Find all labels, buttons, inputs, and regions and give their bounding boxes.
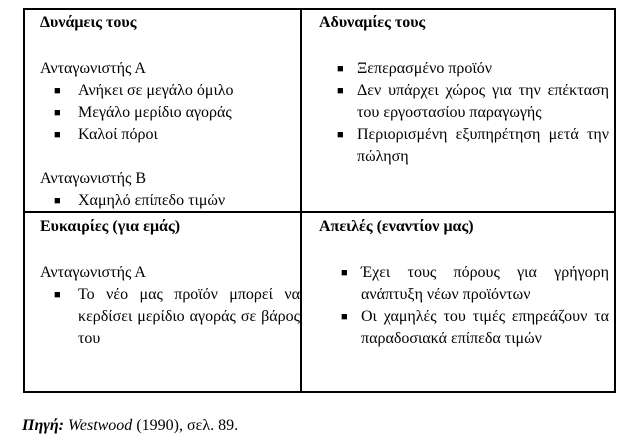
source-caption: [22, 415, 238, 437]
strengths-competitor-b: Ανταγωνιστής Β: [40, 170, 146, 187]
source-label: Πηγή:: [22, 417, 64, 434]
list-item: ■ Ανήκει σε μεγάλο όμιλο: [40, 80, 290, 102]
opportunities-title: Ευκαιρίες (για εμάς): [40, 218, 181, 235]
strengths-competitor-b-list: [40, 190, 290, 212]
list-item: ■ Χαμηλό επίπεδο τιμών: [40, 190, 290, 212]
vertical-divider: [300, 10, 302, 391]
list-item: ■ Έχει τους πόρους για γρήγορη ανάπτυξη νέων προϊόντων: [341, 264, 609, 303]
bullet-icon: ■: [54, 107, 61, 119]
bullet-icon: ■: [54, 289, 61, 301]
opportunities-competitor-a: Ανταγωνιστής Α: [40, 264, 146, 281]
weaknesses-title: Αδυναμίες τους: [319, 14, 426, 31]
bullet-icon: ■: [337, 63, 344, 75]
threats-list: [319, 262, 609, 350]
opportunities-list: [40, 284, 300, 350]
list-item: ■ Το νέο μας προϊόν μπορεί να κερδίσει μερίδιο αγοράς σε βάρος του: [54, 286, 300, 347]
bullet-icon: ■: [54, 85, 61, 97]
strengths-cell: [40, 12, 290, 212]
strengths-competitor-a-list: [40, 80, 290, 146]
list-item: ■ Οι χαμηλές του τιμές επηρεάζουν τα παραδοσιακά επίπεδα τιμών: [341, 308, 609, 347]
list-item: ■ Ξεπερασμένο προϊόν: [319, 58, 609, 80]
bullet-icon: ■: [54, 129, 61, 141]
strengths-competitor-a: Ανταγωνιστής Α: [40, 60, 146, 77]
threats-title: Απειλές (εναντίον μας): [319, 218, 474, 235]
weaknesses-list: [319, 58, 609, 168]
bullet-icon: ■: [54, 195, 61, 207]
list-item: ■ Δεν υπάρχει χώρος για την επέκταση του εργοστασίου παραγωγής: [337, 82, 609, 121]
list-item: ■ Μεγάλο μερίδιο αγοράς: [40, 102, 290, 124]
source-author: Westwood: [68, 417, 133, 434]
source-details: (1990), σελ. 89.: [132, 417, 239, 434]
bullet-icon: ■: [337, 129, 344, 141]
bullet-icon: ■: [337, 85, 344, 97]
weaknesses-cell: [319, 12, 609, 168]
threats-cell: [319, 216, 609, 350]
strengths-title: Δυνάμεις τους: [40, 14, 137, 31]
bullet-icon: ■: [341, 267, 348, 279]
list-item: ■ Περιορισμένη εξυπηρέτηση μετά την πώληση: [337, 126, 609, 165]
opportunities-cell: [40, 216, 300, 350]
list-item: ■ Καλοί πόροι: [40, 124, 290, 146]
bullet-icon: ■: [341, 311, 348, 323]
swot-matrix: [23, 8, 616, 393]
